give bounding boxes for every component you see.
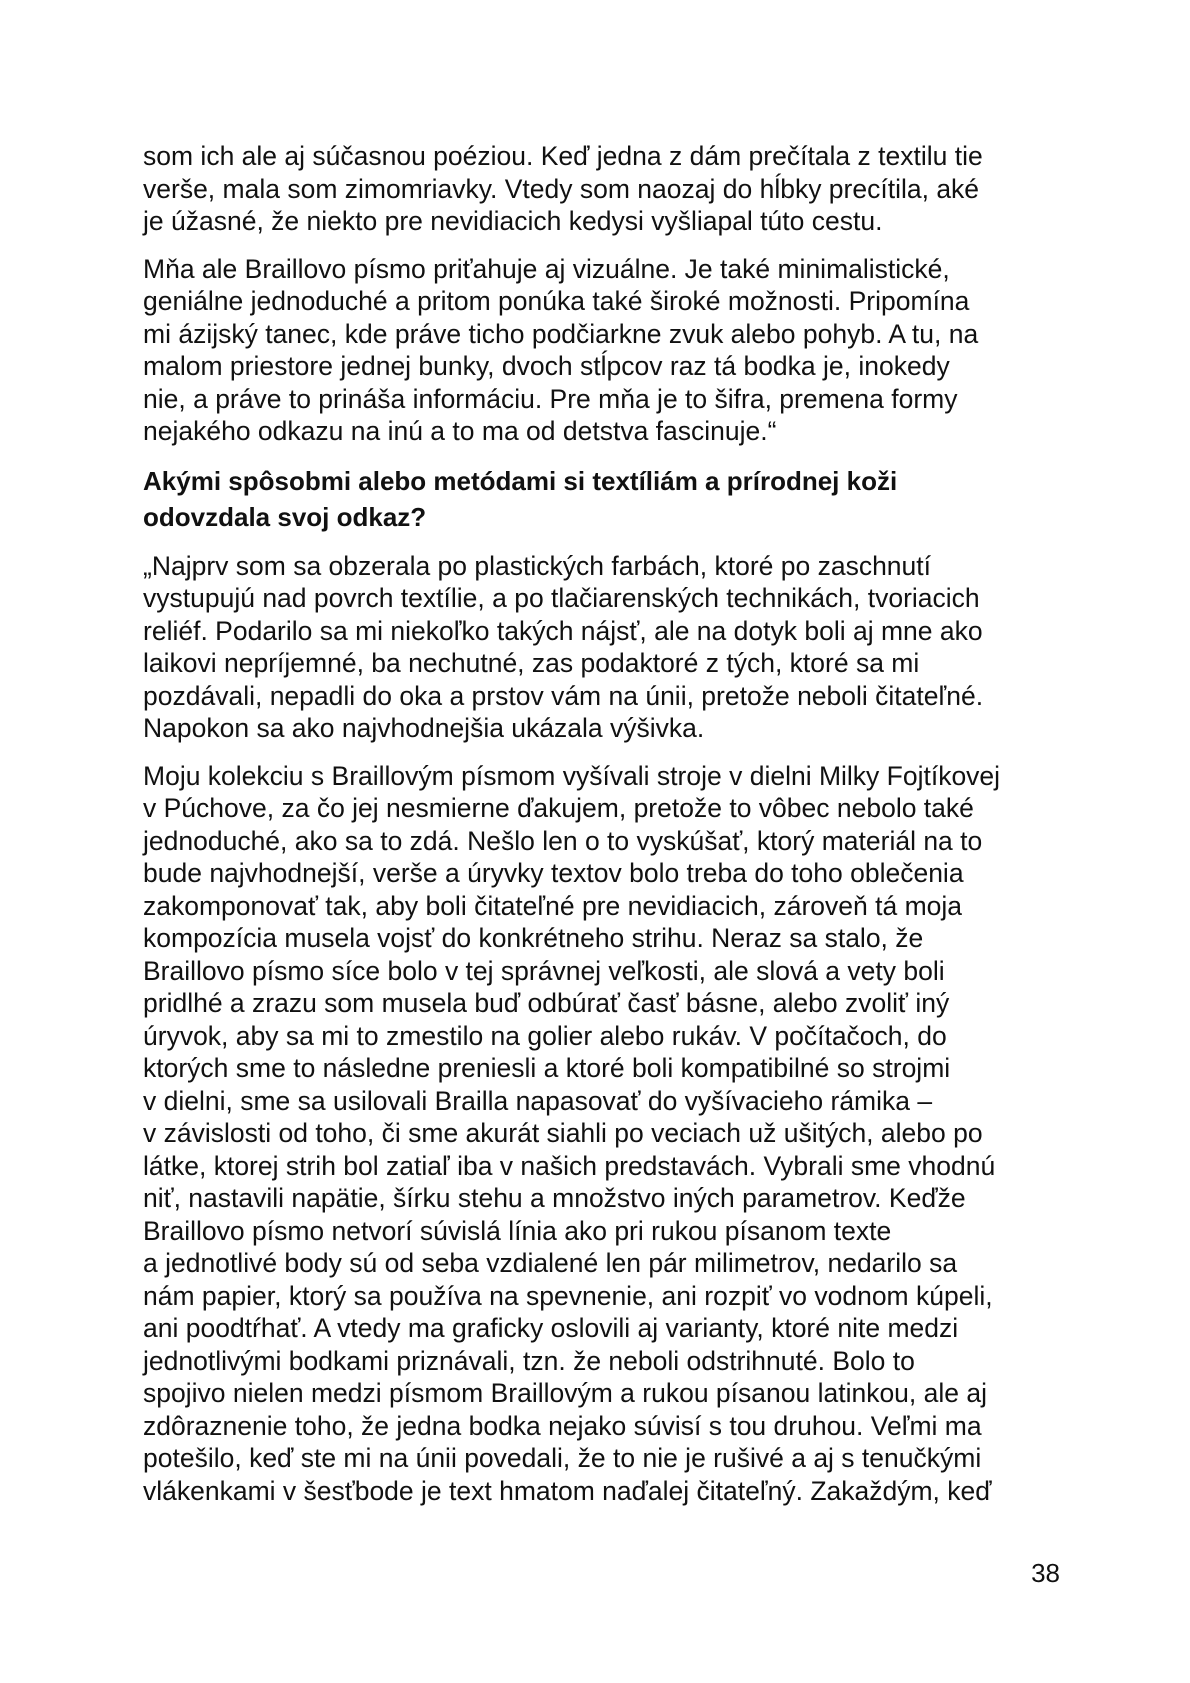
- text-line: reliéf. Podarilo sa mi niekoľko takých nájsť, ale na dotyk boli aj mne ako: [143, 615, 983, 646]
- heading-line: Akými spôsobmi alebo metódami si textíliám a prírodnej koži: [143, 465, 898, 496]
- text-line: kompozícia musela vojsť do konkrétneho strihu. Neraz sa stalo, že: [143, 923, 924, 953]
- text-line: Moju kolekciu s Braillovým písmom vyšívali stroje v dielni Milky Fojtíkovej: [143, 760, 1001, 791]
- text-line: a jednotlivé body sú od seba vzdialené len pár milimetrov, nedarilo sa: [143, 1248, 958, 1278]
- paragraph-3: [143, 550, 1058, 745]
- text-line: vlákenkami v šesťbode je text hmatom naďalej čitateľný. Zakaždým, keď: [143, 1475, 992, 1506]
- text-line: verše, mala som zimomriavky. Vtedy som naozaj do hĺbky precítila, aké: [143, 173, 980, 204]
- text-line: jednoduché, ako sa to zdá. Nešlo len o to vyskúšať, ktorý materiál na to: [143, 825, 983, 856]
- text-line: pridlhé a zrazu som musela buď odbúrať časť básne, alebo zvoliť iný: [143, 988, 950, 1018]
- text-line: nejakého odkazu na inú a to ma od detstva fascinuje.“: [143, 416, 777, 446]
- text-line: som ich ale aj súčasnou poéziou. Keď jedna z dám prečítala z textilu tie: [143, 141, 983, 171]
- text-line: Braillovo písmo netvorí súvislá línia ako pri rukou písanom texte: [143, 1215, 892, 1246]
- paragraph-1: [143, 140, 1058, 238]
- text-line: úryvok, aby sa mi to zmestilo na golier alebo rukáv. V počítačoch, do: [143, 1020, 947, 1051]
- text-line: bude najvhodnejší, verše a úryvky textov bolo treba do toho oblečenia: [143, 858, 964, 888]
- text-line: laikovi nepríjemné, ba nechutné, zas podaktoré z tých, ktoré sa mi: [143, 648, 920, 678]
- text-line: látke, ktorej strih bol zatiaľ iba v našich predstavách. Vybrali sme vhodnú: [143, 1150, 996, 1181]
- text-line: ani poodtŕhať. A vtedy ma graficky oslovili aj varianty, ktoré nite medzi: [143, 1313, 959, 1343]
- paragraph-4: [143, 760, 1058, 1508]
- text-line: jednotlivými bodkami priznávali, tzn. že neboli odstrihnuté. Bolo to: [143, 1345, 915, 1376]
- text-line: v závislosti od toho, či sme akurát siahli po veciach už ušitých, alebo po: [143, 1118, 983, 1148]
- text-line: nám papier, ktorý sa používa na spevnenie, ani rozpiť vo vodnom kúpeli,: [143, 1280, 993, 1311]
- text-line: Braillovo písmo síce bolo v tej správnej veľkosti, ale slová a vety boli: [143, 955, 945, 986]
- question-heading: [143, 463, 1058, 535]
- text-line: spojivo nielen medzi písmom Braillovým a rukou písanou latinkou, ale aj: [143, 1378, 988, 1408]
- paragraph-2: [143, 253, 1058, 448]
- text-line: malom priestore jednej bunky, dvoch stĺpcov raz tá bodka je, inokedy: [143, 351, 950, 381]
- text-line: v Púchove, za čo jej nesmierne ďakujem, pretože to vôbec nebolo také: [143, 793, 974, 823]
- text-line: zakomponovať tak, aby boli čitateľné pre nevidiacich, zároveň tá moja: [143, 890, 963, 921]
- page-number: 38: [1031, 1558, 1060, 1588]
- text-line: Mňa ale Braillovo písmo priťahuje aj vizuálne. Je také minimalistické,: [143, 253, 950, 284]
- text-line: v dielni, sme sa usilovali Brailla napasovať do vyšívacieho rámika –: [143, 1085, 933, 1116]
- text-line: potešilo, keď ste mi na únii povedali, že to nie je rušivé a aj s tenučkými: [143, 1443, 982, 1473]
- text-line: Napokon sa ako najvhodnejšia ukázala výšivka.: [143, 713, 705, 743]
- text-line: mi ázijský tanec, kde práve ticho podčiarkne zvuk alebo pohyb. A tu, na: [143, 318, 979, 349]
- text-line: nie, a práve to prináša informáciu. Pre mňa je to šifra, premena formy: [143, 383, 958, 414]
- text-line: vystupujú nad povrch textílie, a po tlačiarenských technikách, tvoriacich: [143, 583, 980, 613]
- text-line: geniálne jednoduché a pritom ponúka také široké možnosti. Pripomína: [143, 286, 970, 316]
- text-line: ktorých sme to následne preniesli a ktoré boli kompatibilné so strojmi: [143, 1053, 951, 1083]
- text-line: je úžasné, že niekto pre nevidiacich kedysi vyšliapal túto cestu.: [143, 206, 883, 236]
- text-line: „Najprv som sa obzerala po plastických farbách, ktoré po zaschnutí: [143, 550, 932, 581]
- text-line: niť, nastavili napätie, šírku stehu a množstvo iných parametrov. Keďže: [143, 1183, 966, 1213]
- heading-line: odovzdala svoj odkaz?: [143, 501, 427, 532]
- text-line: pozdávali, nepadli do oka a prstov vám na únii, pretože neboli čitateľné.: [143, 680, 984, 711]
- text-line: zdôraznenie toho, že jedna bodka nejako súvisí s tou druhou. Veľmi ma: [143, 1410, 982, 1441]
- page-content: [143, 140, 1058, 1522]
